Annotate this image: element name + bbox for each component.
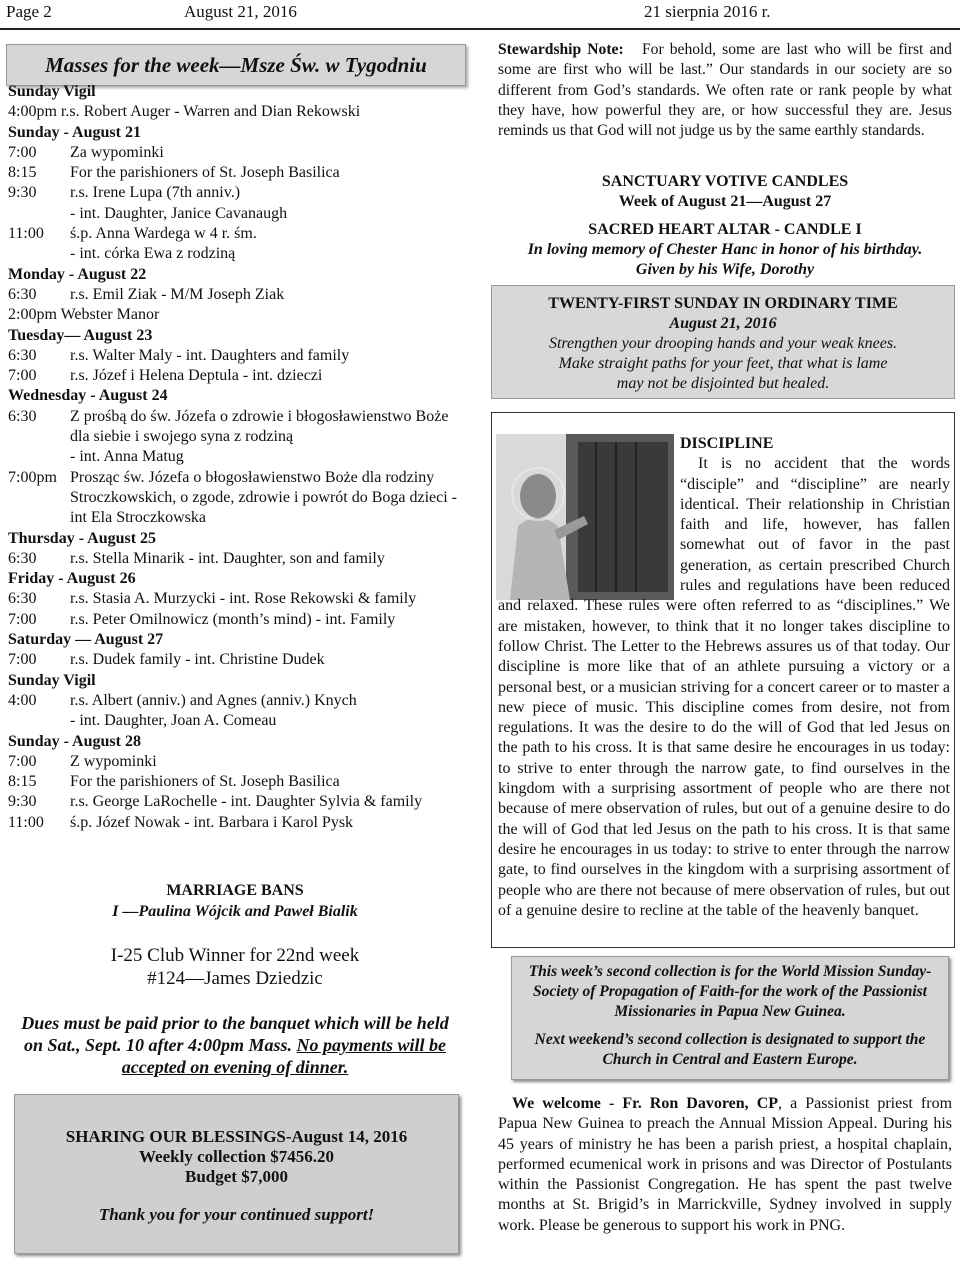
- votive-heading: SANCTUARY VOTIVE CANDLES: [601, 173, 849, 190]
- schedule-intention: 2:00pm Webster Manor: [8, 306, 160, 324]
- welcome-text: , a Passionist priest from Papua New Guinea to preach the Annual Mission Appeal. During his 45 years of ministry he has been a parish priest, a hospital chaplain, performed ecumenical work in prisons and was Director of Postulants within the Passionist Congregation. He has spent the past twelve months at St. Brigid’s in Marrickville, Sydney involved in supply work. Please be generous to support his work in PNG.: [498, 1095, 953, 1234]
- schedule-time: [8, 711, 70, 731]
- schedule-entry: [8, 163, 468, 183]
- schedule-time: [8, 204, 70, 224]
- weekly-collection: Weekly collection $7456.20: [138, 1147, 334, 1166]
- stewardship-text: For behold, some are last who will be first and some are first who will be last.” Our standards in our society are so different from God’s standards. We often rate or rank people by what they have, how powerful they are, or how successful they are. Jesus reminds us that God will not judge us by the same earthly standards.: [498, 41, 952, 140]
- schedule-time: 11:00: [8, 225, 44, 243]
- schedule-day-heading: Saturday — August 27: [8, 631, 164, 649]
- schedule-entry: [8, 589, 468, 609]
- second-collection-box: [511, 956, 949, 1080]
- schedule-time: [8, 447, 70, 467]
- schedule-intention: r.s. Józef i Helena Deptula - int. dzieczi: [70, 367, 323, 385]
- schedule-day-heading: Thursday - August 25: [8, 529, 157, 547]
- sunday-date: August 21, 2016: [669, 315, 777, 332]
- masses-title: Masses for the week—Msze Św. w Tygodniu: [45, 53, 427, 77]
- schedule-day-heading: Wednesday - August 24: [8, 387, 168, 405]
- page-header: [0, 0, 960, 30]
- schedule-intention: - int. córka Ewa z rodziną: [70, 245, 236, 263]
- schedule-time: 11:00: [8, 813, 44, 831]
- schedule-time: 6:30: [8, 407, 37, 425]
- votive-given: Given by his Wife, Dorothy: [635, 261, 815, 278]
- schedule-entry: [8, 407, 468, 448]
- votive-memory: In loving memory of Chester Hanc in honor of his birthday.: [527, 241, 923, 258]
- schedule-intention: r.s. Walter Maly - int. Daughters and family: [70, 346, 350, 364]
- schedule-time: 7:00: [8, 651, 37, 669]
- schedule-entry: [8, 224, 468, 244]
- marriage-bans-heading: MARRIAGE BANS: [166, 882, 304, 899]
- budget: Budget $7,000: [185, 1167, 288, 1186]
- schedule-day-heading: Sunday - August 21: [8, 123, 141, 141]
- header-date-polish: 21 sierpnia 2016 r.: [644, 2, 771, 21]
- schedule-intention: r.s. Dudek family - int. Christine Dudek: [70, 651, 325, 669]
- schedule-time: 7:00: [8, 610, 37, 628]
- schedule-intention: r.s. Albert (anniv.) and Agnes (anniv.) Knych: [70, 691, 357, 709]
- sharing-thanks: Thank you for your continued support!: [98, 1205, 375, 1224]
- schedule-intention: r.s. Stella Minarik - int. Daughter, son and family: [70, 549, 385, 567]
- schedule-entry: [8, 772, 468, 792]
- header-date-english: August 21, 2016: [184, 2, 297, 21]
- sunday-line1: Strengthen your drooping hands and your weak knees.: [548, 335, 898, 352]
- schedule-entry: [8, 752, 468, 772]
- schedule-time: 9:30: [8, 184, 37, 202]
- schedule-entry: [8, 183, 468, 203]
- schedule-intention: ś.p. Anna Wardega w 4 r. śm.: [70, 225, 257, 243]
- votive-altar: SACRED HEART ALTAR - CANDLE I: [588, 221, 862, 238]
- schedule-time: 6:30: [8, 346, 37, 364]
- dues-text: Dues must be paid prior to the banquet which will be held on Sat., Sept. 10 after 4:00pm Mass.: [21, 1013, 449, 1055]
- votive-candles: [494, 172, 956, 280]
- schedule-intention: r.s. Irene Lupa (7th anniv.): [70, 184, 241, 202]
- discipline-title: DISCIPLINE: [680, 435, 774, 452]
- schedule-intention: - int. Daughter, Janice Cavanaugh: [70, 204, 288, 222]
- schedule-entry: [8, 143, 468, 163]
- schedule-time: [8, 244, 70, 264]
- schedule-intention: r.s. Peter Omilnowicz (month’s mind) - int. Family: [70, 610, 396, 628]
- schedule-entry: [8, 346, 468, 366]
- schedule-intention: - int. Daughter, Joan A. Comeau: [70, 712, 277, 730]
- schedule-time: 9:30: [8, 793, 37, 811]
- schedule-intention: r.s. George LaRochelle - int. Daughter Sylvia & family: [70, 793, 423, 811]
- schedule-entry: [8, 305, 468, 325]
- schedule-time: 8:15: [8, 773, 37, 791]
- stewardship-note: [498, 40, 952, 141]
- sunday-title: TWENTY-FIRST SUNDAY IN ORDINARY TIME: [548, 295, 898, 312]
- sunday-line2: Make straight paths for your feet, that what is lame: [558, 355, 888, 372]
- schedule-day-heading: Monday - August 22: [8, 265, 147, 283]
- schedule-day-heading: Sunday Vigil: [8, 83, 96, 100]
- schedule-time: 7:00: [8, 752, 37, 770]
- club-winner-line1: I-25 Club Winner for 22nd week: [110, 945, 360, 966]
- schedule-time: 6:30: [8, 549, 37, 567]
- schedule-intention: For the parishioners of St. Joseph Basilica: [70, 773, 340, 791]
- schedule-time: 7:00pm: [8, 468, 57, 486]
- club-winner-line2: #124—James Dziedzic: [147, 968, 323, 989]
- sharing-title: SHARING OUR BLESSINGS-August 14, 2016: [65, 1127, 408, 1146]
- schedule-day-heading: Sunday - August 28: [8, 732, 141, 750]
- schedule-entry: [8, 102, 468, 122]
- schedule-entry: [8, 691, 468, 711]
- schedule-time: 8:15: [8, 164, 37, 182]
- schedule-entry: [8, 204, 468, 224]
- discipline-article: [498, 434, 950, 921]
- mass-schedule: [8, 82, 468, 833]
- masses-title-box: [6, 44, 466, 86]
- schedule-day-heading: Sunday Vigil: [8, 671, 96, 689]
- schedule-entry: [8, 285, 468, 305]
- schedule-intention: For the parishioners of St. Joseph Basilica: [70, 164, 340, 182]
- schedule-intention: Prosząc św. Józefa o błogosławienstwo Boże dla rodziny Stroczkowskich, o zgode, zdrowie i powrót do Boga dzieci - int Ela Stroczkowska: [70, 468, 458, 527]
- schedule-entry: [8, 792, 468, 812]
- welcome-notice: [498, 1094, 952, 1236]
- header-rule: [0, 28, 960, 30]
- marriage-bans-names: I —Paulina Wójcik and Paweł Bialik: [112, 903, 358, 920]
- discipline-text: It is no accident that the words “disciple” and “discipline” are nearly identical. Their relationship in Christian faith and life, however, has fallen somewhat out of favor in the past generation, as certain prescribed Church rules and regulations have been reduced and relaxed. These rules were often referred to as “disciplines.” We are mistaken, however, to think that it no longer takes discipline to follow Christ. The Letter to the Hebrews assures us of that today. Our discipline is more like that of an athlete pursuing a victory or a personal best, or a musician striving for a concert career or to master a new piece of music. This discipline comes from desire, not from regulations. It was the desire to do the will of God that led Jesus on the path to his cross. It is that same desire he encourages in us today: to strive to enter through the narrow gate, to find ourselves in the kingdom with a surprising assortment of people who are there not because of mere observation of rules, but out of a genuine desire to do the will of God that led Jesus on the path to his cross. It is that same desire he encourages in us today: to strive to enter through the narrow gate, to find ourselves in the kingdom with a surprising assortment of people who are there not because of mere observation of rules, but out of a genuine desire to recline at the table of the heavenly banquet.: [498, 455, 950, 919]
- schedule-intention: r.s. Emil Ziak - M/M Joseph Ziak: [70, 285, 285, 303]
- club-winner: [0, 944, 470, 990]
- schedule-entry: [8, 244, 468, 264]
- schedule-intention: r.s. Stasia A. Murzycki - int. Rose Rekowski & family: [70, 590, 417, 608]
- welcome-lead: We welcome - Fr. Ron Davoren, CP: [512, 1095, 779, 1112]
- sunday-reading-box: [491, 285, 955, 399]
- sunday-line3: may not be disjointed but healed.: [616, 375, 830, 392]
- page-number: Page 2: [6, 2, 52, 21]
- dues-warning: No payments will be accepted on evening of dinner.: [121, 1035, 447, 1077]
- schedule-time: 6:30: [8, 590, 37, 608]
- schedule-entry: [8, 447, 468, 467]
- collection-this-week: This week’s second collection is for the World Mission Sunday-Society of Propagation of Faith-for the work of the Passionist Missionaries in Papua New Guinea.: [528, 963, 932, 1020]
- schedule-day-heading: Friday - August 26: [8, 570, 136, 588]
- schedule-time: 7:00: [8, 367, 37, 385]
- stewardship-label: Stewardship Note:: [498, 41, 624, 58]
- collection-next-week: Next weekend’s second collection is designated to support the Church in Central and Eastern Europe.: [534, 1031, 926, 1068]
- schedule-entry: [8, 468, 468, 529]
- schedule-intention: 4:00pm r.s. Robert Auger - Warren and Dian Rekowski: [8, 103, 361, 121]
- schedule-entry: [8, 610, 468, 630]
- sharing-blessings-box: [14, 1094, 459, 1254]
- schedule-entry: [8, 549, 468, 569]
- dues-notice: [0, 1012, 470, 1078]
- schedule-entry: [8, 711, 468, 731]
- schedule-intention: Z prośbą do św. Józefa o zdrowie i błogosławienstwo Boże dla siebie i swojego syna z rodziną: [70, 407, 449, 446]
- schedule-entry: [8, 813, 468, 833]
- schedule-intention: - int. Anna Matug: [70, 448, 184, 466]
- schedule-intention: Za wypominki: [70, 143, 164, 161]
- schedule-entry: [8, 366, 468, 386]
- marriage-bans: [0, 880, 470, 922]
- votive-week: Week of August 21—August 27: [618, 193, 832, 210]
- schedule-time: 6:30: [8, 285, 37, 303]
- schedule-intention: Z wypominki: [70, 752, 157, 770]
- schedule-intention: ś.p. Józef Nowak - int. Barbara i Karol Pysk: [70, 813, 354, 831]
- schedule-day-heading: Tuesday— August 23: [8, 326, 153, 344]
- schedule-time: 7:00: [8, 143, 37, 161]
- schedule-time: 4:00: [8, 691, 37, 709]
- schedule-entry: [8, 650, 468, 670]
